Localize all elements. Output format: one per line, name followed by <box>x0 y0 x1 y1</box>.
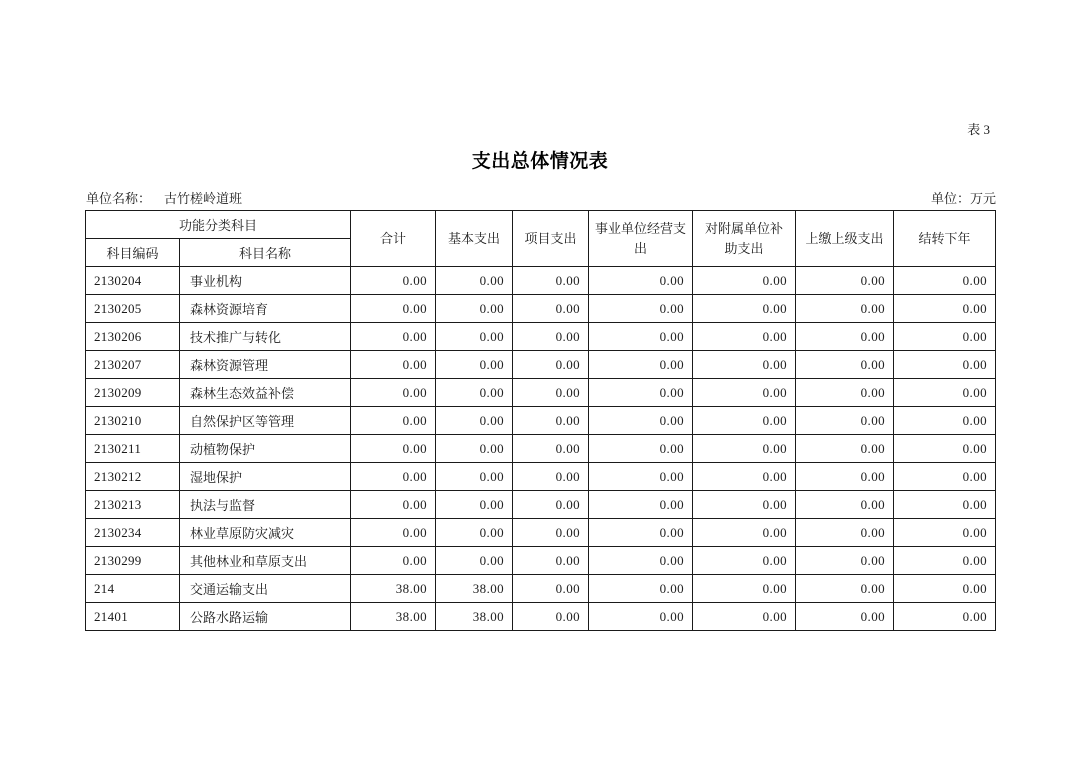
value-cell: 0.00 <box>693 379 796 407</box>
value-cell: 0.00 <box>513 379 589 407</box>
header-payment-to-superior: 上缴上级支出 <box>796 211 894 267</box>
table-row <box>86 603 996 631</box>
subject-name-cell: 自然保护区等管理 <box>180 407 351 435</box>
value-cell: 0.00 <box>589 519 693 547</box>
value-cell: 0.00 <box>693 575 796 603</box>
value-cell: 0.00 <box>351 407 436 435</box>
value-cell: 0.00 <box>513 575 589 603</box>
table-row <box>86 519 996 547</box>
header-operating-expenditure: 事业单位经营支出 <box>589 211 693 267</box>
value-cell: 0.00 <box>589 435 693 463</box>
value-cell: 0.00 <box>351 323 436 351</box>
value-cell: 0.00 <box>796 323 894 351</box>
subject-name-cell: 森林资源管理 <box>180 351 351 379</box>
subject-code-cell: 2130234 <box>86 519 180 547</box>
subject-name-cell: 其他林业和草原支出 <box>180 547 351 575</box>
table-number-tag: 表 3 <box>967 122 990 137</box>
value-cell: 0.00 <box>894 267 996 295</box>
value-cell: 0.00 <box>351 519 436 547</box>
value-cell: 0.00 <box>894 323 996 351</box>
value-cell: 0.00 <box>894 351 996 379</box>
value-cell: 0.00 <box>436 295 513 323</box>
value-cell: 0.00 <box>693 435 796 463</box>
subject-name-cell: 交通运输支出 <box>180 575 351 603</box>
value-cell: 0.00 <box>796 575 894 603</box>
header-project-expenditure: 项目支出 <box>513 211 589 267</box>
table-row <box>86 379 996 407</box>
value-cell: 0.00 <box>513 491 589 519</box>
value-cell: 0.00 <box>351 267 436 295</box>
value-cell: 0.00 <box>796 491 894 519</box>
value-cell: 0.00 <box>796 295 894 323</box>
value-cell: 0.00 <box>693 351 796 379</box>
subject-code-cell: 2130205 <box>86 295 180 323</box>
value-cell: 0.00 <box>436 267 513 295</box>
value-cell: 0.00 <box>351 351 436 379</box>
subject-code-cell: 214 <box>86 575 180 603</box>
table-row <box>86 267 996 295</box>
value-cell: 0.00 <box>436 463 513 491</box>
table-body <box>86 267 996 631</box>
header-total: 合计 <box>351 211 436 267</box>
value-cell: 0.00 <box>894 575 996 603</box>
value-cell: 0.00 <box>693 323 796 351</box>
subject-code-cell: 2130209 <box>86 379 180 407</box>
value-cell: 0.00 <box>436 323 513 351</box>
value-cell: 0.00 <box>351 547 436 575</box>
value-cell: 0.00 <box>693 295 796 323</box>
value-cell: 0.00 <box>894 295 996 323</box>
subject-code-cell: 2130207 <box>86 351 180 379</box>
value-cell: 0.00 <box>796 547 894 575</box>
value-cell: 0.00 <box>513 407 589 435</box>
value-cell: 0.00 <box>796 519 894 547</box>
value-cell: 0.00 <box>589 267 693 295</box>
value-cell: 0.00 <box>693 491 796 519</box>
value-cell: 0.00 <box>796 463 894 491</box>
value-cell: 0.00 <box>351 379 436 407</box>
value-cell: 0.00 <box>351 491 436 519</box>
value-cell: 0.00 <box>796 379 894 407</box>
subject-name-cell: 执法与监督 <box>180 491 351 519</box>
value-cell: 0.00 <box>693 603 796 631</box>
subject-code-cell: 2130210 <box>86 407 180 435</box>
header-function-category: 功能分类科目 <box>86 211 351 239</box>
value-cell: 0.00 <box>513 463 589 491</box>
value-cell: 0.00 <box>796 351 894 379</box>
subject-code-cell: 2130211 <box>86 435 180 463</box>
value-cell: 0.00 <box>589 295 693 323</box>
value-cell: 38.00 <box>351 575 436 603</box>
subject-name-cell: 公路水路运输 <box>180 603 351 631</box>
table-row <box>86 351 996 379</box>
value-cell: 0.00 <box>436 379 513 407</box>
subject-code-cell: 2130213 <box>86 491 180 519</box>
table-row <box>86 575 996 603</box>
value-cell: 0.00 <box>436 407 513 435</box>
unit-name-label: 单位名称： <box>86 191 152 206</box>
page-title: 支出总体情况表 <box>471 151 609 172</box>
value-cell: 0.00 <box>436 491 513 519</box>
subject-name-cell: 技术推广与转化 <box>180 323 351 351</box>
table-row <box>86 323 996 351</box>
value-cell: 0.00 <box>589 547 693 575</box>
value-cell: 0.00 <box>589 463 693 491</box>
subject-name-cell: 森林资源培育 <box>180 295 351 323</box>
value-cell: 0.00 <box>513 603 589 631</box>
table-row <box>86 435 996 463</box>
value-cell: 0.00 <box>796 407 894 435</box>
table-row <box>86 547 996 575</box>
value-cell: 0.00 <box>796 435 894 463</box>
subject-code-cell: 2130299 <box>86 547 180 575</box>
currency-unit-label: 单位：万元 <box>930 191 996 206</box>
value-cell: 38.00 <box>436 575 513 603</box>
expenditure-table <box>85 210 996 631</box>
value-cell: 38.00 <box>436 603 513 631</box>
value-cell: 0.00 <box>894 603 996 631</box>
header-row-1 <box>86 211 996 239</box>
value-cell: 0.00 <box>589 603 693 631</box>
value-cell: 0.00 <box>894 407 996 435</box>
header-subsidy-to-affiliates: 对附属单位补助支出 <box>693 211 796 267</box>
value-cell: 0.00 <box>693 547 796 575</box>
value-cell: 0.00 <box>351 435 436 463</box>
value-cell: 0.00 <box>513 547 589 575</box>
value-cell: 0.00 <box>513 323 589 351</box>
value-cell: 0.00 <box>693 519 796 547</box>
header-subject-code: 科目编码 <box>86 239 180 267</box>
value-cell: 0.00 <box>894 379 996 407</box>
value-cell: 0.00 <box>436 547 513 575</box>
value-cell: 0.00 <box>589 407 693 435</box>
value-cell: 0.00 <box>513 351 589 379</box>
value-cell: 0.00 <box>589 323 693 351</box>
value-cell: 0.00 <box>436 351 513 379</box>
value-cell: 0.00 <box>513 519 589 547</box>
subject-name-cell: 林业草原防灾减灾 <box>180 519 351 547</box>
meta-row <box>86 188 996 207</box>
subject-code-cell: 2130206 <box>86 323 180 351</box>
value-cell: 0.00 <box>589 491 693 519</box>
subject-code-cell: 2130204 <box>86 267 180 295</box>
subject-code-cell: 2130212 <box>86 463 180 491</box>
value-cell: 0.00 <box>513 295 589 323</box>
value-cell: 0.00 <box>589 575 693 603</box>
value-cell: 0.00 <box>351 463 436 491</box>
value-cell: 0.00 <box>796 603 894 631</box>
subject-code-cell: 21401 <box>86 603 180 631</box>
value-cell: 0.00 <box>894 491 996 519</box>
header-carryover-next-year: 结转下年 <box>894 211 996 267</box>
table-row <box>86 463 996 491</box>
value-cell: 0.00 <box>351 295 436 323</box>
header-subject-name: 科目名称 <box>180 239 351 267</box>
value-cell: 0.00 <box>513 435 589 463</box>
value-cell: 0.00 <box>436 519 513 547</box>
subject-name-cell: 事业机构 <box>180 267 351 295</box>
table-row <box>86 407 996 435</box>
value-cell: 0.00 <box>693 407 796 435</box>
value-cell: 0.00 <box>513 267 589 295</box>
value-cell: 0.00 <box>894 547 996 575</box>
table-row <box>86 295 996 323</box>
value-cell: 0.00 <box>693 267 796 295</box>
value-cell: 0.00 <box>796 267 894 295</box>
table-row <box>86 491 996 519</box>
value-cell: 0.00 <box>894 463 996 491</box>
value-cell: 38.00 <box>351 603 436 631</box>
subject-name-cell: 森林生态效益补偿 <box>180 379 351 407</box>
subject-name-cell: 湿地保护 <box>180 463 351 491</box>
value-cell: 0.00 <box>894 519 996 547</box>
value-cell: 0.00 <box>589 351 693 379</box>
value-cell: 0.00 <box>894 435 996 463</box>
subject-name-cell: 动植物保护 <box>180 435 351 463</box>
value-cell: 0.00 <box>693 463 796 491</box>
value-cell: 0.00 <box>589 379 693 407</box>
unit-name <box>86 188 242 207</box>
header-basic-expenditure: 基本支出 <box>436 211 513 267</box>
value-cell: 0.00 <box>436 435 513 463</box>
unit-name-value: 古竹槎岭道班 <box>164 191 243 206</box>
